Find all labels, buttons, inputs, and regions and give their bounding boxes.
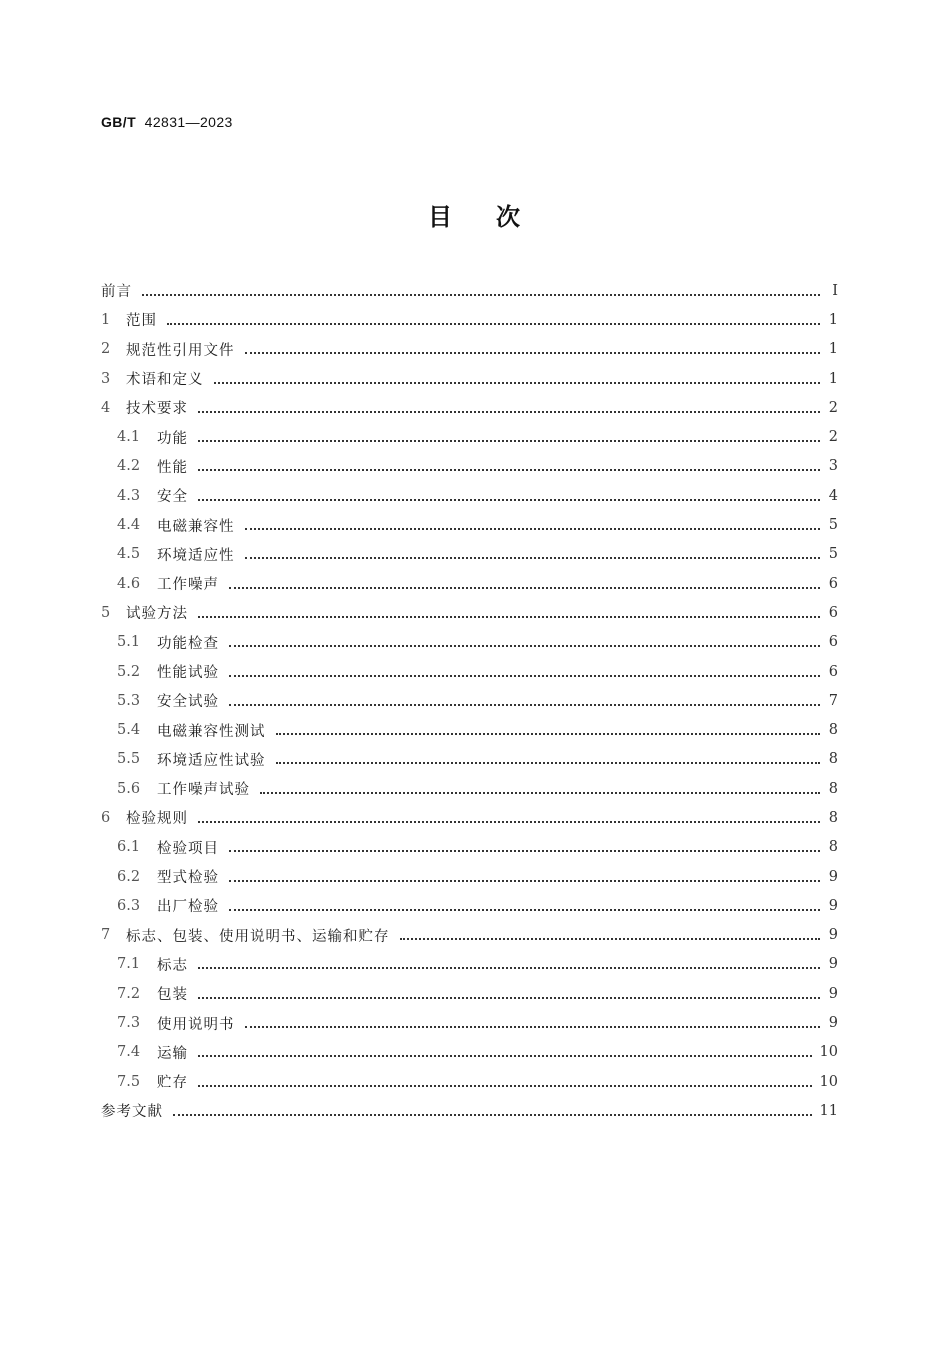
toc-entry-label: 检验项目: [157, 840, 219, 857]
toc-entry-number: 6.1: [117, 839, 141, 856]
toc-dot-leader: [198, 807, 820, 823]
toc-entry[interactable]: [101, 1008, 838, 1037]
toc-entry[interactable]: [101, 833, 838, 862]
toc-entry-page-number: 8: [828, 751, 838, 768]
toc-entry-page-number: 2: [828, 429, 838, 446]
toc-dot-leader: [276, 719, 821, 735]
toc-entry-number: 7: [101, 927, 111, 944]
toc-entry-page-number: 6: [828, 604, 838, 621]
toc-dot-leader: [245, 338, 821, 354]
toc-entry-number: 7.2: [117, 985, 141, 1002]
toc-entry[interactable]: [101, 686, 838, 715]
toc-dot-leader: [260, 778, 820, 794]
toc-dot-leader: [173, 1100, 812, 1116]
toc-entry-page-number: 5: [828, 517, 838, 534]
toc-dot-leader: [229, 661, 820, 677]
toc-dot-leader: [245, 543, 821, 559]
toc-entry[interactable]: [101, 481, 838, 510]
toc-entry-page-number: 1: [828, 341, 838, 358]
toc-entry[interactable]: [101, 393, 838, 422]
toc-entry-page-number: 7: [828, 692, 838, 709]
page-title-char-2: 次: [496, 203, 522, 231]
toc-entry-number: 4.6: [117, 575, 141, 592]
toc-entry-label: 贮存: [157, 1075, 188, 1092]
toc-entry-label: 标志: [157, 957, 188, 974]
toc-entry-number: 2: [101, 341, 111, 358]
toc-entry-label: 功能: [157, 430, 188, 447]
toc-entry-number: 7.5: [117, 1073, 141, 1090]
toc-entry[interactable]: [101, 335, 838, 364]
toc-entry-page-number: 5: [828, 546, 838, 563]
toc-dot-leader: [276, 748, 821, 764]
toc-entry-label: 安全试验: [157, 694, 219, 711]
toc-dot-leader: [198, 397, 820, 413]
toc-entry-label: 安全: [157, 489, 188, 506]
standard-code: GB/T: [101, 114, 137, 130]
toc-entry[interactable]: [101, 862, 838, 891]
toc-entry-number: 7.1: [117, 956, 141, 973]
toc-entry-number: 6.3: [117, 897, 141, 914]
toc-entry-label: 范围: [126, 313, 157, 330]
toc-entry-label: 环境适应性: [157, 547, 235, 564]
toc-entry[interactable]: [101, 305, 838, 334]
standard-identifier: [101, 114, 233, 130]
toc-entry-number: 5.5: [117, 751, 141, 768]
toc-entry-number: 3: [101, 370, 111, 387]
toc-entry-page-number: 8: [828, 722, 838, 739]
toc-dot-leader: [198, 426, 820, 442]
toc-entry-page-number: 11: [819, 1102, 838, 1119]
toc-entry-label: 电磁兼容性: [157, 518, 235, 535]
toc-entry-page-number: 9: [828, 956, 838, 973]
toc-entry-label: 检验规则: [126, 811, 188, 828]
toc-entry-page-number: 1: [828, 370, 838, 387]
toc-entry-number: 5.1: [117, 634, 141, 651]
toc-entry-label: 运输: [157, 1045, 188, 1062]
toc-dot-leader: [400, 924, 821, 940]
toc-entry-label: 包装: [157, 987, 188, 1004]
toc-dot-leader: [214, 368, 821, 384]
toc-entry-label: 前言: [101, 284, 132, 301]
toc-entry-number: 5.3: [117, 692, 141, 709]
toc-entry-page-number: 10: [819, 1073, 838, 1090]
toc-dot-leader: [198, 953, 820, 969]
table-of-contents: [101, 276, 838, 1126]
toc-entry[interactable]: [101, 598, 838, 627]
toc-entry-label: 参考文献: [101, 1104, 163, 1121]
toc-entry-label: 性能试验: [157, 665, 219, 681]
toc-entry[interactable]: [101, 422, 838, 451]
toc-dot-leader: [167, 309, 820, 325]
toc-dot-leader: [142, 280, 820, 296]
toc-entry-number: 4.2: [117, 458, 141, 475]
toc-entry[interactable]: [101, 364, 838, 393]
toc-entry[interactable]: [101, 745, 838, 774]
toc-entry-number: 5.2: [117, 663, 141, 680]
toc-entry-label: 技术要求: [126, 401, 188, 418]
toc-entry-label: 工作噪声: [157, 577, 219, 594]
toc-entry-page-number: 9: [828, 897, 838, 914]
toc-entry-page-number: 4: [828, 487, 838, 504]
toc-entry[interactable]: [101, 979, 838, 1008]
toc-entry-label: 出厂检验: [157, 899, 219, 916]
toc-dot-leader: [198, 485, 820, 501]
toc-entry-label: 术语和定义: [126, 372, 204, 389]
toc-entry-number: 4.3: [117, 487, 141, 504]
toc-entry[interactable]: [101, 1067, 838, 1096]
toc-entry-number: 4: [101, 399, 111, 416]
toc-dot-leader: [229, 690, 820, 706]
toc-entry-page-number: 6: [828, 663, 838, 680]
standard-number: 42831—2023: [144, 114, 233, 130]
toc-entry-page-number: 8: [828, 780, 838, 797]
toc-entry-number: 5: [101, 604, 111, 621]
toc-entry-number: 1: [101, 311, 111, 328]
toc-dot-leader: [245, 514, 821, 530]
toc-entry-page-number: 6: [828, 634, 838, 651]
toc-entry-number: 7.4: [117, 1044, 141, 1061]
toc-entry-page-number: 9: [828, 1015, 838, 1032]
toc-entry-page-number: 9: [828, 985, 838, 1002]
toc-entry-label: 性能: [157, 459, 188, 476]
toc-entry-label: 功能检查: [157, 635, 219, 652]
toc-entry[interactable]: [101, 774, 838, 803]
toc-entry-page-number: 10: [819, 1044, 838, 1061]
toc-dot-leader: [198, 983, 820, 999]
toc-entry-label: 标志、包装、使用说明书、运输和贮存: [126, 928, 390, 945]
toc-entry[interactable]: [101, 950, 838, 979]
toc-entry-number: 5.6: [117, 780, 141, 797]
toc-entry-page-number: Ⅰ: [832, 282, 838, 299]
toc-dot-leader: [198, 602, 820, 618]
toc-entry-label: 试验方法: [126, 606, 188, 623]
toc-entry[interactable]: [101, 657, 838, 686]
toc-entry[interactable]: [101, 452, 838, 481]
toc-dot-leader: [229, 573, 820, 589]
toc-entry[interactable]: [101, 569, 838, 598]
toc-entry[interactable]: [101, 891, 838, 920]
toc-entry[interactable]: [101, 628, 838, 657]
toc-entry-label: 电磁兼容性测试: [157, 723, 266, 740]
toc-dot-leader: [229, 895, 820, 911]
toc-entry-label: 环境适应性试验: [157, 752, 266, 769]
toc-entry[interactable]: [101, 803, 838, 832]
toc-dot-leader: [229, 836, 820, 852]
toc-entry-number: 4.4: [117, 517, 141, 534]
toc-dot-leader: [198, 1071, 812, 1087]
toc-dot-leader: [229, 631, 820, 647]
toc-entry-number: 5.4: [117, 722, 141, 739]
toc-dot-leader: [245, 1012, 821, 1028]
toc-entry[interactable]: [101, 1096, 838, 1125]
toc-entry-page-number: 9: [828, 868, 838, 885]
toc-entry[interactable]: [101, 921, 838, 950]
toc-entry-page-number: 8: [828, 809, 838, 826]
toc-entry-number: 4.5: [117, 546, 141, 563]
toc-dot-leader: [198, 455, 820, 471]
toc-entry-page-number: 9: [828, 927, 838, 944]
toc-entry-number: 6: [101, 809, 111, 826]
toc-entry-page-number: 2: [828, 399, 838, 416]
toc-dot-leader: [229, 866, 820, 882]
toc-entry-page-number: 6: [828, 575, 838, 592]
toc-entry[interactable]: [101, 715, 838, 744]
toc-entry[interactable]: [101, 540, 838, 569]
toc-entry[interactable]: [101, 276, 838, 305]
toc-entry-label: 工作噪声试验: [157, 782, 250, 799]
page-title: [0, 197, 950, 232]
toc-entry-page-number: 3: [828, 458, 838, 475]
toc-entry-number: 6.2: [117, 868, 141, 885]
toc-entry-label: 使用说明书: [157, 1016, 235, 1033]
toc-entry-number: 7.3: [117, 1015, 141, 1032]
toc-entry-page-number: 1: [828, 311, 838, 328]
toc-entry-label: 规范性引用文件: [126, 342, 235, 359]
toc-dot-leader: [198, 1041, 812, 1057]
toc-entry-number: 4.1: [117, 429, 141, 446]
toc-entry-label: 型式检验: [157, 870, 219, 887]
page-title-char-1: 目: [428, 203, 454, 231]
toc-entry[interactable]: [101, 1038, 838, 1067]
toc-entry[interactable]: [101, 510, 838, 539]
toc-entry-page-number: 8: [828, 839, 838, 856]
